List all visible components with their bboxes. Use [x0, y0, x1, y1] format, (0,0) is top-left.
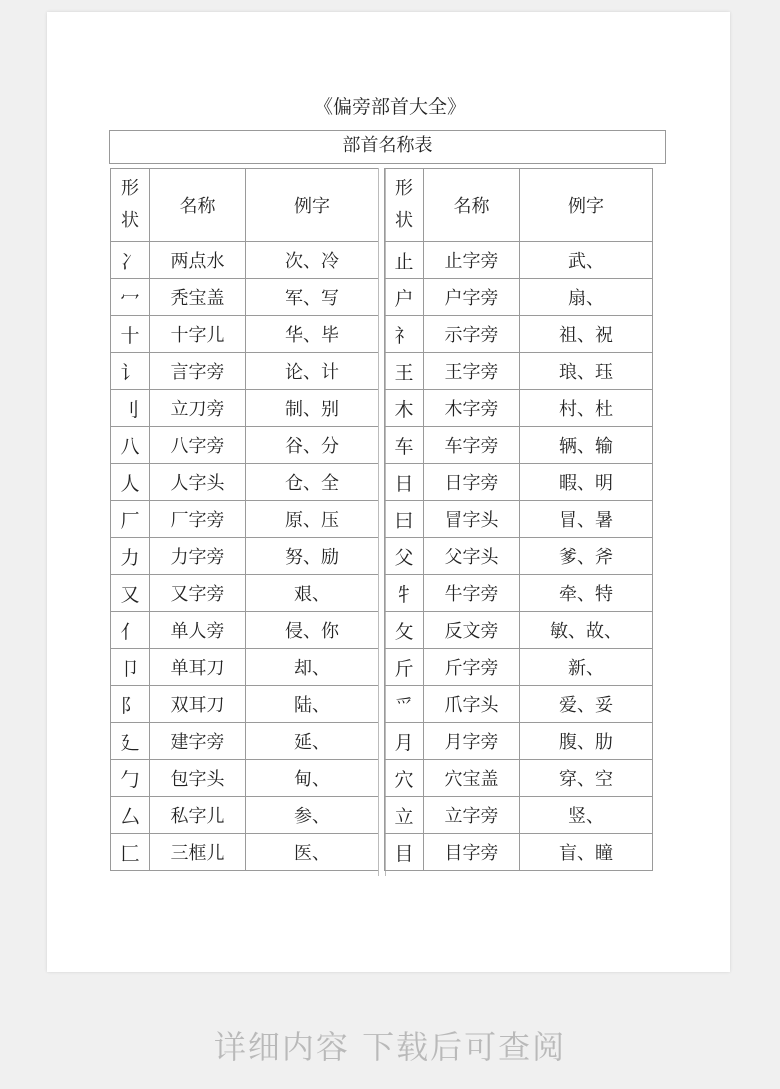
table-row — [111, 427, 379, 464]
radical-shape: 目 — [385, 834, 424, 871]
radical-name: 父字头 — [424, 538, 520, 575]
radical-name: 建字旁 — [150, 723, 246, 760]
table-row — [111, 834, 379, 871]
example-chars: 论、计 — [246, 353, 379, 390]
table-row — [385, 686, 653, 723]
table-header-row — [385, 169, 653, 242]
radical-shape: 穴 — [385, 760, 424, 797]
name-column-header: 名称 — [150, 169, 246, 242]
radical-shape: 刂 — [111, 390, 150, 427]
example-column-header: 例字 — [246, 169, 379, 242]
example-chars: 医、 — [246, 834, 379, 871]
radical-shape: 曰 — [385, 501, 424, 538]
table-row — [385, 501, 653, 538]
table-row — [385, 279, 653, 316]
radical-name: 冒字头 — [424, 501, 520, 538]
document-title: 《偏旁部首大全》 — [313, 96, 466, 118]
table-row — [111, 390, 379, 427]
radical-name: 月字旁 — [424, 723, 520, 760]
example-chars: 侵、你 — [246, 612, 379, 649]
table-row — [385, 390, 653, 427]
radical-shape: 讠 — [111, 353, 150, 390]
example-chars: 艰、 — [246, 575, 379, 612]
example-chars: 扇、 — [520, 279, 653, 316]
table-row — [111, 279, 379, 316]
table-row — [111, 760, 379, 797]
radical-name: 示字旁 — [424, 316, 520, 353]
download-prompt[interactable]: 详细内容 下载后可查阅 — [213, 1028, 567, 1066]
radical-name: 斤字旁 — [424, 649, 520, 686]
table-row — [111, 242, 379, 279]
example-chars: 琅、珏 — [520, 353, 653, 390]
radical-name: 穴宝盖 — [424, 760, 520, 797]
shape-column-header: 形 状 — [385, 169, 424, 242]
table-row — [385, 760, 653, 797]
table-row — [385, 834, 653, 871]
example-column-header: 例字 — [520, 169, 653, 242]
radical-name: 力字旁 — [150, 538, 246, 575]
table-row — [111, 501, 379, 538]
right-table-body — [385, 242, 653, 871]
example-chars: 武、 — [520, 242, 653, 279]
radical-name: 双耳刀 — [150, 686, 246, 723]
example-chars: 却、 — [246, 649, 379, 686]
table-row — [111, 464, 379, 501]
radical-shape: 日 — [385, 464, 424, 501]
radical-shape: 爫 — [385, 686, 424, 723]
radical-shape: 攵 — [385, 612, 424, 649]
radical-shape: 父 — [385, 538, 424, 575]
example-chars: 暇、明 — [520, 464, 653, 501]
table-row — [385, 797, 653, 834]
radical-shape: 牜 — [385, 575, 424, 612]
table-row — [385, 316, 653, 353]
example-chars: 原、压 — [246, 501, 379, 538]
example-chars: 延、 — [246, 723, 379, 760]
table-row — [111, 649, 379, 686]
radical-shape: 厂 — [111, 501, 150, 538]
radical-shape: 斤 — [385, 649, 424, 686]
radical-shape: 月 — [385, 723, 424, 760]
radical-shape: 立 — [385, 797, 424, 834]
example-chars: 甸、 — [246, 760, 379, 797]
radical-name: 八字旁 — [150, 427, 246, 464]
radical-shape: 阝 — [111, 686, 150, 723]
radical-name: 车字旁 — [424, 427, 520, 464]
radical-name: 反文旁 — [424, 612, 520, 649]
radical-shape: 冫 — [111, 242, 150, 279]
radical-table-right — [384, 168, 653, 871]
example-chars: 村、杜 — [520, 390, 653, 427]
table-row — [111, 686, 379, 723]
example-chars: 爹、斧 — [520, 538, 653, 575]
name-column-header: 名称 — [424, 169, 520, 242]
table-caption: 部首名称表 — [109, 130, 666, 164]
radical-shape: 匚 — [111, 834, 150, 871]
radical-shape: 王 — [385, 353, 424, 390]
table-row — [111, 723, 379, 760]
table-row — [385, 464, 653, 501]
radical-shape: 户 — [385, 279, 424, 316]
radical-shape: 力 — [111, 538, 150, 575]
radical-shape: 厶 — [111, 797, 150, 834]
table-header-row — [111, 169, 379, 242]
radical-shape: 冖 — [111, 279, 150, 316]
table-row — [385, 538, 653, 575]
radical-shape: 止 — [385, 242, 424, 279]
radical-shape: 又 — [111, 575, 150, 612]
radical-name: 人字头 — [150, 464, 246, 501]
left-table-body — [111, 242, 379, 871]
example-chars: 陆、 — [246, 686, 379, 723]
radical-name: 立刀旁 — [150, 390, 246, 427]
radical-shape: 十 — [111, 316, 150, 353]
radical-name: 单人旁 — [150, 612, 246, 649]
radical-name: 秃宝盖 — [150, 279, 246, 316]
example-chars: 努、励 — [246, 538, 379, 575]
example-chars: 谷、分 — [246, 427, 379, 464]
radical-name: 单耳刀 — [150, 649, 246, 686]
example-chars: 竖、 — [520, 797, 653, 834]
table-row — [385, 427, 653, 464]
table-row — [111, 575, 379, 612]
table-row — [385, 242, 653, 279]
example-chars: 华、毕 — [246, 316, 379, 353]
radical-shape: 八 — [111, 427, 150, 464]
table-row — [385, 353, 653, 390]
example-chars: 祖、祝 — [520, 316, 653, 353]
example-chars: 辆、输 — [520, 427, 653, 464]
table-row — [111, 353, 379, 390]
radical-shape: 车 — [385, 427, 424, 464]
radical-table-left — [110, 168, 379, 871]
table-row — [111, 538, 379, 575]
table-row — [111, 612, 379, 649]
example-chars: 冒、暑 — [520, 501, 653, 538]
radical-name: 十字儿 — [150, 316, 246, 353]
example-chars: 参、 — [246, 797, 379, 834]
example-chars: 仓、全 — [246, 464, 379, 501]
radical-name: 立字旁 — [424, 797, 520, 834]
table-row — [385, 723, 653, 760]
radical-name: 牛字旁 — [424, 575, 520, 612]
example-chars: 军、写 — [246, 279, 379, 316]
radical-shape: 亻 — [111, 612, 150, 649]
radical-name: 爪字头 — [424, 686, 520, 723]
example-chars: 敏、故、 — [520, 612, 653, 649]
radical-shape: 廴 — [111, 723, 150, 760]
example-chars: 制、别 — [246, 390, 379, 427]
table-row — [111, 797, 379, 834]
radical-shape: 木 — [385, 390, 424, 427]
radical-name: 止字旁 — [424, 242, 520, 279]
radical-shape: 勹 — [111, 760, 150, 797]
radical-name: 两点水 — [150, 242, 246, 279]
example-chars: 爱、妥 — [520, 686, 653, 723]
shape-column-header: 形 状 — [111, 169, 150, 242]
example-chars: 腹、肋 — [520, 723, 653, 760]
radical-name: 又字旁 — [150, 575, 246, 612]
radical-shape: 卩 — [111, 649, 150, 686]
radical-name: 言字旁 — [150, 353, 246, 390]
table-row — [111, 316, 379, 353]
radical-name: 木字旁 — [424, 390, 520, 427]
radical-name: 三框儿 — [150, 834, 246, 871]
radical-shape: 人 — [111, 464, 150, 501]
example-chars: 穿、空 — [520, 760, 653, 797]
radical-name: 王字旁 — [424, 353, 520, 390]
radical-name: 户字旁 — [424, 279, 520, 316]
example-chars: 盲、瞳 — [520, 834, 653, 871]
radical-name: 日字旁 — [424, 464, 520, 501]
table-row — [385, 649, 653, 686]
radical-name: 私字儿 — [150, 797, 246, 834]
example-chars: 次、冷 — [246, 242, 379, 279]
table-row — [385, 575, 653, 612]
radical-name: 目字旁 — [424, 834, 520, 871]
example-chars: 牵、特 — [520, 575, 653, 612]
radical-name: 厂字旁 — [150, 501, 246, 538]
radical-shape: 礻 — [385, 316, 424, 353]
example-chars: 新、 — [520, 649, 653, 686]
radical-name: 包字头 — [150, 760, 246, 797]
table-row — [385, 612, 653, 649]
